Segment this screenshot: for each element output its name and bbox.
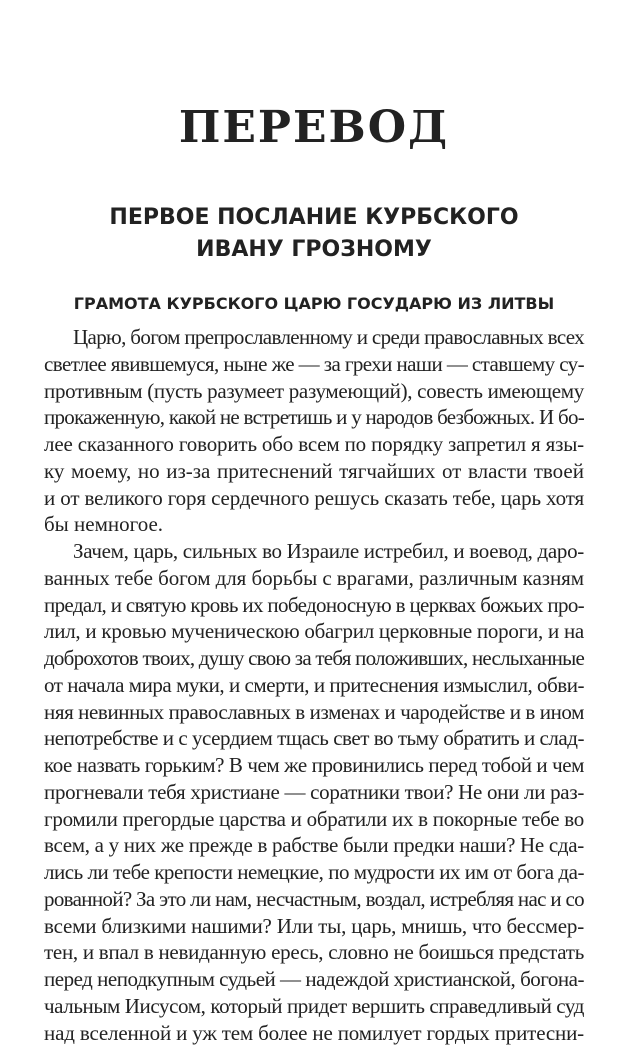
text-line: перед неподкупным судьей — надеждой христианской, богона- bbox=[44, 966, 584, 993]
paragraph-2 bbox=[44, 538, 584, 1046]
text-line: лил, и кровью мученическою обагрил церковные пороги, и на bbox=[44, 618, 584, 645]
text-line: прокаженную, какой не встретишь и у народов безбожных. И бо- bbox=[44, 404, 584, 431]
text-line: противным (пусть разумеет разумеющий), совесть имеющему bbox=[44, 378, 584, 405]
text-line: доброхотов твоих, душу свою за тебя положивших, неслыханные bbox=[44, 645, 584, 672]
text-line: прогневали тебя христиане — соратники твои? Не они ли раз- bbox=[44, 779, 584, 806]
text-line: ку моему, но из-за притеснений тягчайших от власти твоей bbox=[44, 458, 584, 485]
text-line: лее сказанного говорить обо всем по порядку запретил я язы- bbox=[44, 431, 584, 458]
text-line: ванных тебе богом для борьбы с врагами, различным казням bbox=[44, 565, 584, 592]
text-line: лись ли тебе крепости немецкие, по мудрости их им от бога да- bbox=[44, 859, 584, 886]
text-line: тен, и впал в невиданную ересь, словно не боишься предстать bbox=[44, 939, 584, 966]
text-line: громили прегордые царства и обратили их в покорные тебе во bbox=[44, 806, 584, 833]
subtitle-line: ИВАНУ ГРОЗНОМУ bbox=[0, 234, 628, 266]
text-line: бы немногое. bbox=[44, 511, 584, 538]
subtitle-line: ПЕРВОЕ ПОСЛАНИЕ КУРБСКОГО bbox=[0, 202, 628, 234]
text-line: няя невинных православных в изменах и чародействе и в ином bbox=[44, 699, 584, 726]
subtitle bbox=[0, 202, 628, 266]
text-line: от начала мира муки, и смерти, и притеснения измыслил, обви- bbox=[44, 672, 584, 699]
text-line: кое назвать горьким? В чем же провинились перед тобой и чем bbox=[44, 752, 584, 779]
text-line: Зачем, царь, сильных во Израиле истребил, и воевод, даро- bbox=[44, 538, 584, 565]
text-line: чальным Иисусом, который придет вершить справедливый суд bbox=[44, 993, 584, 1020]
paragraph-1 bbox=[44, 324, 584, 538]
body-text bbox=[44, 324, 584, 1046]
page-title: ПЕРЕВОД bbox=[0, 102, 628, 154]
text-line: Царю, богом препрославленному и среди православных всех bbox=[44, 324, 584, 351]
text-line: рованной? За это ли нам, несчастным, воздал, истребляя нас и со bbox=[44, 886, 584, 913]
text-line: непотребстве и с усердием тщась свет во тьму обратить и слад- bbox=[44, 725, 584, 752]
text-line: над вселенной и уж тем более не помилует гордых притесни- bbox=[44, 1020, 584, 1046]
text-line: всеми близкими нашими? Или ты, царь, мнишь, что бессмер- bbox=[44, 913, 584, 940]
text-line: светлее явившемуся, ныне же — за грехи наши — ставшему су- bbox=[44, 351, 584, 378]
text-line: и от великого горя сердечного решусь сказать тебе, царь хотя bbox=[44, 485, 584, 512]
text-line: предал, и святую кровь их победоносную в церквах божьих про- bbox=[44, 592, 584, 619]
text-line: всем, а у них же прежде в рабстве были предки наши? Не сда- bbox=[44, 832, 584, 859]
section-heading: ГРАМОТА КУРБСКОГО ЦАРЮ ГОСУДАРЮ ИЗ ЛИТВЫ bbox=[0, 292, 628, 316]
